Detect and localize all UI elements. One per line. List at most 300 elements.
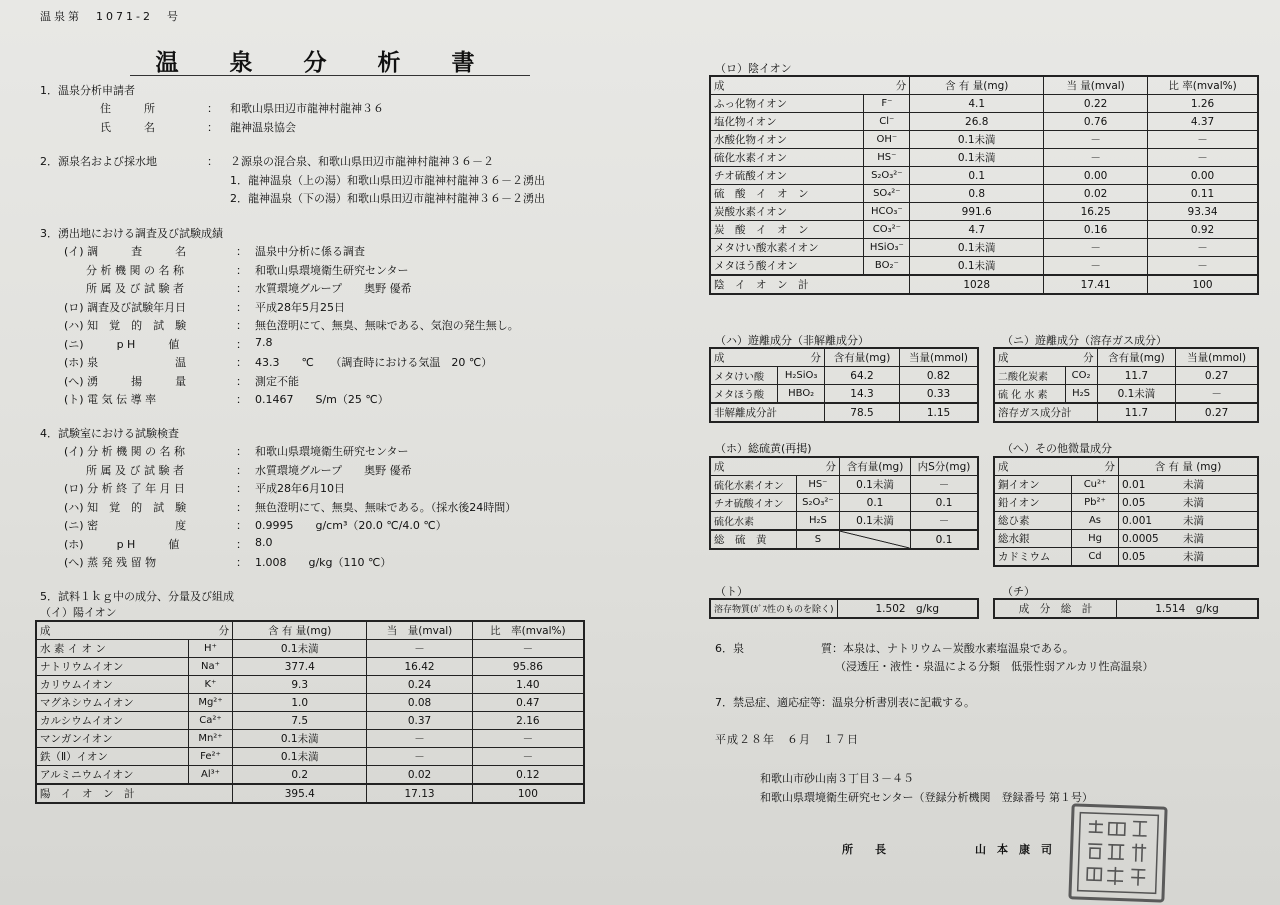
component-symbol: Cd <box>1072 548 1119 567</box>
total-label: 非解離成分計 <box>710 403 824 422</box>
table-row <box>36 712 584 730</box>
component-symbol: Hg <box>1072 530 1119 548</box>
table-row <box>710 257 1258 276</box>
value-cell: 26.8 <box>910 113 1044 131</box>
table-row <box>994 530 1258 548</box>
value-cell: 16.42 <box>367 658 472 676</box>
header-cell: 成 <box>714 352 725 364</box>
title-char: 析 <box>377 50 401 76</box>
title-underline <box>130 75 530 76</box>
field-label: (イ) 分 析 機 関 の 名 称 <box>64 445 186 458</box>
value-cell: 2.16 <box>472 712 584 730</box>
field-label: (ハ) 知 覚 的 試 験 <box>64 500 187 514</box>
component-name: 硫化水素イオン <box>710 476 796 494</box>
component-name: 総水銀 <box>994 530 1072 548</box>
component-symbol: H₂SiO₃ <box>778 367 825 385</box>
ion-symbol: SO₄²⁻ <box>864 185 910 203</box>
colon: ： <box>236 263 247 277</box>
value-cell: 0.00 <box>1148 167 1258 185</box>
value-cell: － <box>1148 239 1258 257</box>
cation-table <box>35 620 585 804</box>
total-value: 1.15 <box>900 403 978 422</box>
colon: ： <box>236 519 247 532</box>
component-symbol: HS⁻ <box>796 476 839 494</box>
sulfur-table <box>709 456 979 550</box>
field-label: (ホ) p H 値 <box>64 537 180 551</box>
field-value: 7.8 <box>255 335 273 349</box>
table-header-row <box>710 457 978 476</box>
section-6-heading: 6．泉 質：本泉は、ナトリウム－炭酸水素塩温泉である。 <box>715 642 1074 655</box>
header-cell: 分 <box>1083 352 1094 364</box>
value-cell: 0.01 <box>1119 476 1181 494</box>
field-value: 和歌山県環境衛生研究センター <box>255 445 409 458</box>
colon: ： <box>236 393 247 406</box>
colon: ： <box>236 337 247 351</box>
ion-name: 塩化物イオン <box>710 113 864 131</box>
colon: ： <box>236 537 247 551</box>
value-cell: － <box>1148 257 1258 276</box>
field-label: 所 属 及 び 試 験 者 <box>64 463 184 477</box>
ion-symbol: HCO₃⁻ <box>864 203 910 221</box>
ion-symbol: Cl⁻ <box>864 113 910 131</box>
component-symbol: CO₂ <box>1065 367 1097 385</box>
value-cell: 4.1 <box>910 95 1044 113</box>
title-char: 分 <box>303 50 327 76</box>
value-cell: 0.1未満 <box>233 748 367 766</box>
table-row <box>710 185 1258 203</box>
total-label: 総 硫 黄 <box>710 530 796 549</box>
header-split <box>714 78 906 93</box>
source-line: 1．龍神温泉（上の湯）和歌山県田辺市龍神村龍神３６－２湧出 <box>230 174 545 187</box>
component-name: 硫 化 水 素 <box>994 385 1065 404</box>
value-cell: － <box>367 640 472 658</box>
value-cell: 0.05 <box>1119 494 1181 512</box>
component-name: 硫化水素 <box>710 512 796 531</box>
value-cell: 0.76 <box>1044 113 1148 131</box>
value-cell: － <box>1148 131 1258 149</box>
component-name: メタけい酸 <box>710 367 778 385</box>
header-split <box>714 350 821 365</box>
ion-name: マグネシウムイオン <box>36 694 188 712</box>
director-name: 山 本 康 司 <box>975 843 1052 856</box>
ion-name: 水 素 イ オ ン <box>36 640 188 658</box>
total-row <box>710 530 978 549</box>
total-value: 11.7 <box>1097 403 1176 422</box>
value-cell: 16.25 <box>1044 203 1148 221</box>
component-symbol: H₂S <box>796 512 839 531</box>
source-line: ２源泉の混合泉、和歌山県田辺市龍神村龍神３６－２ <box>230 155 494 168</box>
colon: ： <box>236 482 247 495</box>
component-symbol: HBO₂ <box>778 385 825 404</box>
sulfur-caption: （ホ）総硫黄(再掲) <box>715 442 812 455</box>
value-cell: 0.1未満 <box>233 640 367 658</box>
ion-symbol: OH⁻ <box>864 131 910 149</box>
value-cell: 0.82 <box>900 367 978 385</box>
total-components-table <box>993 598 1259 619</box>
value-cell: 95.86 <box>472 658 584 676</box>
header-cell: 分 <box>810 352 821 364</box>
section-7-text: 7．禁忌症、適応症等：温泉分析書別表に記載する。 <box>715 696 975 709</box>
table-row <box>36 730 584 748</box>
colon: ： <box>236 356 247 369</box>
value-cell: 0.02 <box>1044 185 1148 203</box>
trace-table <box>993 456 1259 567</box>
component-name: 鉛イオン <box>994 494 1072 512</box>
value-cell: 0.1 <box>910 167 1044 185</box>
value-cell: 93.34 <box>1148 203 1258 221</box>
value-cell: 0.1未満 <box>1097 385 1176 404</box>
gas-caption: （ニ）遊離成分（溶存ガス成分） <box>1002 334 1167 347</box>
name-value: 龍神温泉協会 <box>230 121 296 134</box>
ion-symbol: H⁺ <box>188 640 232 658</box>
colon: ： <box>207 155 218 168</box>
org-name: 和歌山県環境衛生研究センター（登録分析機関 登録番号 第１号） <box>760 791 1094 804</box>
ion-name: マンガンイオン <box>36 730 188 748</box>
table-row <box>994 476 1258 494</box>
value-cell: 0.1未満 <box>839 512 910 531</box>
table-row <box>710 149 1258 167</box>
ion-symbol: BO₂⁻ <box>864 257 910 276</box>
ion-name: メタほう酸イオン <box>710 257 864 276</box>
ion-symbol: CO₃²⁻ <box>864 221 910 239</box>
colon: ： <box>236 282 247 295</box>
header-cell <box>710 76 910 95</box>
value-cell: － <box>1044 257 1148 276</box>
gas-table <box>993 347 1259 423</box>
total-symbol: S <box>796 530 839 549</box>
header-cell: 比 率(mval%) <box>1148 76 1258 95</box>
field-label: (へ) 湧 揚 量 <box>64 374 187 388</box>
ion-symbol: Al³⁺ <box>188 766 232 785</box>
table-row <box>710 113 1258 131</box>
component-symbol: H₂S <box>1065 385 1097 404</box>
value-cell: 0.0005 <box>1119 530 1181 548</box>
to-caption: （ト） <box>715 585 748 598</box>
colon: ： <box>236 556 247 569</box>
table-row <box>710 95 1258 113</box>
field-label: (ハ) 知 覚 的 試 験 <box>64 319 187 332</box>
total-row <box>710 403 978 422</box>
field-value: 温泉中分析に係る調査 <box>255 245 365 258</box>
value-cell: 0.1未満 <box>839 476 910 494</box>
total-value: 100 <box>1148 275 1258 294</box>
nondiss-table <box>709 347 979 423</box>
value-cell: 64.2 <box>824 367 899 385</box>
table-row <box>710 203 1258 221</box>
trace-caption: （へ）その他微量成分 <box>1002 442 1112 455</box>
ion-symbol: Fe²⁺ <box>188 748 232 766</box>
table-row <box>710 367 978 385</box>
field-value: 43.3 ℃ （調査時における気温 20 ℃） <box>255 356 493 369</box>
header-cell: 含 有 量 (mg) <box>1119 457 1259 476</box>
component-name: 総ひ素 <box>994 512 1072 530</box>
dissolved-solids-label: 溶存物質(ｶﾞｽ性のものを除く) <box>710 599 837 618</box>
ion-symbol: Mn²⁺ <box>188 730 232 748</box>
value-cell: 1.26 <box>1148 95 1258 113</box>
ion-symbol: K⁺ <box>188 676 232 694</box>
header-cell <box>36 621 233 640</box>
field-value: 平成28年5月25日 <box>255 300 345 314</box>
header-cell <box>710 457 839 476</box>
value-cell: 0.00 <box>1044 167 1148 185</box>
address-value: 和歌山県田辺市龍神村龍神３６ <box>230 102 384 115</box>
value-cell: 0.27 <box>1176 367 1258 385</box>
official-seal <box>1068 803 1167 902</box>
value-cell: 0.1 <box>911 494 978 512</box>
total-components-value: 1.514 g/kg <box>1117 599 1259 618</box>
value-cell: － <box>911 476 978 494</box>
value-cell: 377.4 <box>233 658 367 676</box>
value-cell: 0.02 <box>367 766 472 785</box>
field-label: (ホ) 泉 温 <box>64 356 187 369</box>
component-name: メタほう酸 <box>710 385 778 404</box>
table-row <box>710 494 978 512</box>
value-cell: － <box>1044 131 1148 149</box>
table-header-row <box>994 457 1258 476</box>
header-cell: 分 <box>825 461 836 473</box>
header-cell: 分 <box>218 625 230 637</box>
anion-table <box>709 75 1259 295</box>
value-cell: 14.3 <box>824 385 899 404</box>
table-row <box>36 694 584 712</box>
ion-symbol: Na⁺ <box>188 658 232 676</box>
header-cell: 内S分(mg) <box>911 457 978 476</box>
value-cell: － <box>1044 149 1148 167</box>
field-label: 所 属 及 び 試 験 者 <box>64 282 184 295</box>
ion-name: カルシウムイオン <box>36 712 188 730</box>
field-value: 水質環境グループ 奥野 優希 <box>255 282 412 295</box>
total-row <box>994 403 1258 422</box>
header-cell: 含有量(mg) <box>1097 348 1176 367</box>
header-cell: 成 <box>998 352 1009 364</box>
colon: ： <box>236 500 247 514</box>
field-label: (ニ) p H 値 <box>64 337 180 351</box>
field-value: 水質環境グループ 奥野 優希 <box>255 463 412 477</box>
colon: ： <box>236 300 247 314</box>
header-cell: 当量(mmol) <box>1176 348 1258 367</box>
ion-name: 炭酸水素イオン <box>710 203 864 221</box>
ion-name: 硫化水素イオン <box>710 149 864 167</box>
field-value: 測定不能 <box>255 374 299 388</box>
field-label: (ト) 電 気 伝 導 率 <box>64 393 157 406</box>
component-symbol: Cu²⁺ <box>1072 476 1119 494</box>
component-name: カドミウム <box>994 548 1072 567</box>
total-row <box>36 784 584 803</box>
value-cell: 0.33 <box>900 385 978 404</box>
ion-symbol: HS⁻ <box>864 149 910 167</box>
spring-classification: （浸透圧・液性・泉温による分類 低張性弱アルカリ性高温泉） <box>835 660 1154 673</box>
table-row <box>994 367 1258 385</box>
header-cell: 成 <box>714 461 725 473</box>
field-value: 1.008 g/kg（110 ℃） <box>255 556 392 569</box>
value-cell: － <box>1044 239 1148 257</box>
header-cell: 比 率(mval%) <box>472 621 584 640</box>
total-value: 17.13 <box>367 784 472 803</box>
field-value: 和歌山県環境衛生研究センター <box>255 263 409 277</box>
section-2-heading: 2．源泉名および採水地 <box>40 155 157 168</box>
field-value: 平成28年6月10日 <box>255 482 345 495</box>
header-cell: 成 <box>998 461 1009 473</box>
colon: ： <box>236 374 247 388</box>
ion-symbol: HSiO₃⁻ <box>864 239 910 257</box>
org-address: 和歌山市砂山南３丁目３－４５ <box>760 772 914 785</box>
section-4-heading: 4．試験室における試験検査 <box>40 427 179 440</box>
header-cell: 含有量(mg) <box>839 457 910 476</box>
colon: ： <box>207 121 218 134</box>
ion-name: チオ硫酸イオン <box>710 167 864 185</box>
qualifier-cell: 未満 <box>1180 494 1258 512</box>
table-row <box>710 512 978 531</box>
header-split <box>714 459 836 474</box>
value-cell: 4.37 <box>1148 113 1258 131</box>
ion-name: 鉄（Ⅱ）イオン <box>36 748 188 766</box>
header-split <box>40 623 229 638</box>
issue-date: 平成２８年 ６月 １７日 <box>715 733 859 746</box>
value-cell: 1.40 <box>472 676 584 694</box>
table-row <box>710 476 978 494</box>
total-value: 100 <box>472 784 584 803</box>
qualifier-cell: 未満 <box>1180 548 1258 567</box>
ion-name: カリウムイオン <box>36 676 188 694</box>
ion-name: 炭 酸 イ オ ン <box>710 221 864 239</box>
table-row <box>36 676 584 694</box>
value-cell: － <box>472 748 584 766</box>
value-cell: 0.47 <box>472 694 584 712</box>
field-label: (へ) 蒸 発 残 留 物 <box>64 556 157 569</box>
colon: ： <box>236 245 247 258</box>
page-title <box>130 44 540 77</box>
table-header-row <box>710 348 978 367</box>
table-row <box>36 748 584 766</box>
section-1-heading: 1．温泉分析申請者 <box>40 84 135 97</box>
director-label: 所 長 <box>842 843 886 856</box>
header-cell <box>994 348 1097 367</box>
ion-name: 硫 酸 イ オ ン <box>710 185 864 203</box>
header-split <box>998 350 1094 365</box>
table-row <box>710 167 1258 185</box>
field-label: (イ) 調 査 名 <box>64 245 187 258</box>
component-name: 二酸化炭素 <box>994 367 1065 385</box>
table-row <box>710 239 1258 257</box>
value-cell: － <box>1148 149 1258 167</box>
value-cell: 7.5 <box>233 712 367 730</box>
ion-name: ふっ化物イオン <box>710 95 864 113</box>
address-label: 住 所 <box>100 102 155 115</box>
title-char: 温 <box>155 50 179 76</box>
total-label: 陰 イ オ ン 計 <box>710 275 910 294</box>
value-cell: 0.16 <box>1044 221 1148 239</box>
value-cell: 0.92 <box>1148 221 1258 239</box>
field-value: 0.1467 S/m（25 ℃） <box>255 393 389 406</box>
value-cell: 0.1未満 <box>233 730 367 748</box>
header-cell: 分 <box>895 80 907 92</box>
table-row <box>710 385 978 404</box>
total-components-label: 成 分 総 計 <box>994 599 1117 618</box>
value-cell: 9.3 <box>233 676 367 694</box>
component-symbol: S₂O₃²⁻ <box>796 494 839 512</box>
ion-symbol: Ca²⁺ <box>188 712 232 730</box>
value-cell: 0.08 <box>367 694 472 712</box>
value-cell: － <box>367 730 472 748</box>
table-row <box>994 385 1258 404</box>
component-name: チオ硫酸イオン <box>710 494 796 512</box>
ion-name: アルミニウムイオン <box>36 766 188 785</box>
ion-name: ナトリウムイオン <box>36 658 188 676</box>
table-header-row <box>710 76 1258 95</box>
field-value: 0.9995 g/cm³（20.0 ℃/4.0 ℃） <box>255 519 447 532</box>
value-cell: 0.22 <box>1044 95 1148 113</box>
value-cell: 0.1未満 <box>910 131 1044 149</box>
total-value: 395.4 <box>233 784 367 803</box>
table-row <box>994 512 1258 530</box>
value-cell: 0.001 <box>1119 512 1181 530</box>
chi-caption: （チ） <box>1002 585 1035 598</box>
value-cell: 0.24 <box>367 676 472 694</box>
table-row <box>710 131 1258 149</box>
name-label: 氏 名 <box>100 121 155 134</box>
qualifier-cell: 未満 <box>1180 512 1258 530</box>
value-cell: 0.1未満 <box>910 239 1044 257</box>
value-cell: 0.12 <box>472 766 584 785</box>
colon: ： <box>236 445 247 458</box>
header-cell: 含 有 量(mg) <box>233 621 367 640</box>
colon: ： <box>236 463 247 477</box>
table-header-row <box>994 348 1258 367</box>
header-cell: 分 <box>1104 461 1115 473</box>
table-row <box>36 658 584 676</box>
ion-name: メタけい酸水素イオン <box>710 239 864 257</box>
value-cell: 0.8 <box>910 185 1044 203</box>
ion-symbol: S₂O₃²⁻ <box>864 167 910 185</box>
anion-caption: （ロ）陰イオン <box>715 62 792 75</box>
field-value: 無色澄明にて、無臭、無味である。（採水後24時間） <box>255 500 517 514</box>
field-label: 分 析 機 関 の 名 称 <box>64 263 184 277</box>
colon: ： <box>207 102 218 115</box>
nondiss-caption: （ハ）遊離成分（非解離成分） <box>715 334 869 347</box>
header-cell <box>710 348 824 367</box>
header-cell: 当 量(mval) <box>367 621 472 640</box>
header-cell: 当 量(mval) <box>1044 76 1148 95</box>
colon: ： <box>236 319 247 332</box>
header-split <box>998 459 1115 474</box>
field-value: 8.0 <box>255 535 273 549</box>
component-symbol: Pb²⁺ <box>1072 494 1119 512</box>
table-row <box>36 766 584 785</box>
value-cell: 0.05 <box>1119 548 1181 567</box>
value-cell: 0.1未満 <box>910 149 1044 167</box>
ion-symbol: Mg²⁺ <box>188 694 232 712</box>
value-cell: － <box>472 640 584 658</box>
total-value: 17.41 <box>1044 275 1148 294</box>
title-char: 泉 <box>229 50 253 76</box>
value-cell: － <box>472 730 584 748</box>
total-row <box>710 275 1258 294</box>
total-value: 1028 <box>910 275 1044 294</box>
table-row <box>36 640 584 658</box>
value-cell: 0.11 <box>1148 185 1258 203</box>
ion-name: 水酸化物イオン <box>710 131 864 149</box>
value-cell: － <box>1176 385 1258 404</box>
value-cell: 11.7 <box>1097 367 1176 385</box>
value-cell: － <box>911 512 978 531</box>
document-number: 温泉第 1071-2 号 <box>40 10 181 23</box>
total-value: 0.27 <box>1176 403 1258 422</box>
header-cell: 成 <box>714 80 725 92</box>
header-cell: 成 <box>40 625 51 637</box>
header-cell: 含 有 量(mg) <box>910 76 1044 95</box>
dissolved-solids-table <box>709 598 979 619</box>
crossed-cell <box>839 530 910 549</box>
